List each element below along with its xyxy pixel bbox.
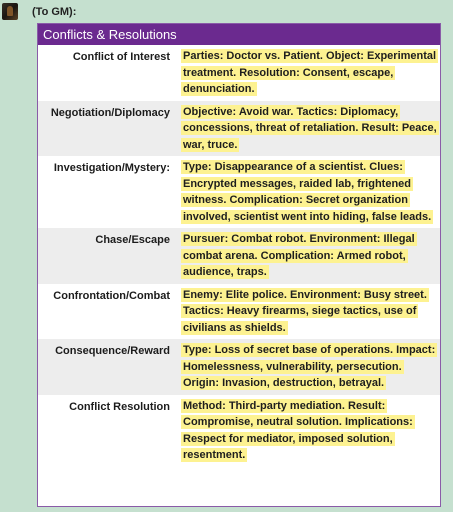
- row-key: Consequence/Reward: [38, 339, 177, 395]
- row-value-cell: [177, 45, 440, 101]
- table-row: [38, 339, 440, 395]
- row-value: Pursuer: Combat robot. Environment: Illegal combat arena. Complication: Armed robot, audience, traps.: [183, 233, 415, 278]
- row-value-cell: [177, 284, 440, 340]
- row-value: Parties: Doctor vs. Patient. Object: Experimental treatment. Resolution: Consent, escape, denunciation.: [183, 50, 437, 95]
- row-key: Conflict Resolution: [38, 395, 177, 467]
- row-value-cell: [177, 101, 440, 157]
- table-row: [38, 45, 440, 101]
- table-row: [38, 284, 440, 340]
- row-value-cell: [177, 228, 440, 284]
- row-value: Objective: Avoid war. Tactics: Diplomacy, concessions, threat of retaliation. Result: Peace, war, truce.: [183, 105, 437, 151]
- character-portrait-icon: [2, 3, 18, 20]
- row-key: Chase/Escape: [38, 228, 177, 284]
- table-row: [38, 228, 440, 284]
- row-key: Confrontation/Combat: [38, 284, 177, 340]
- row-key: Negotiation/Diplomacy: [38, 101, 177, 157]
- row-value: Type: Loss of secret base of operations. Impact: Homelessness, vulnerability, persecution. Origin: Invasion, destruction, betrayal.: [183, 344, 436, 389]
- table-row: [38, 156, 440, 228]
- row-value: Type: Disappearance of a scientist. Clues: Encrypted messages, raided lab, frightened witness. Complication: Secret organization involved, scientist went into hiding, false leads.: [183, 161, 432, 223]
- row-value-cell: [177, 339, 440, 395]
- table-row: [38, 395, 440, 467]
- row-value-cell: [177, 395, 440, 467]
- row-key: Conflict of Interest: [38, 45, 177, 101]
- row-value: Method: Third-party mediation. Result: Compromise, neutral solution. Implications: Respect for mediator, imposed solution, resentment.: [183, 399, 413, 461]
- conflicts-table: [38, 45, 440, 467]
- recipient-label: (To GM):: [32, 6, 77, 18]
- table-row: [38, 101, 440, 157]
- row-value: Enemy: Elite police. Environment: Busy street. Tactics: Heavy firearms, siege tactics, use of civilians as shields.: [183, 288, 427, 334]
- conflicts-resolutions-panel: [37, 23, 441, 507]
- row-key: Investigation/Mystery:: [38, 156, 177, 228]
- row-value-cell: [177, 156, 440, 228]
- panel-title: Conflicts & Resolutions: [38, 24, 440, 45]
